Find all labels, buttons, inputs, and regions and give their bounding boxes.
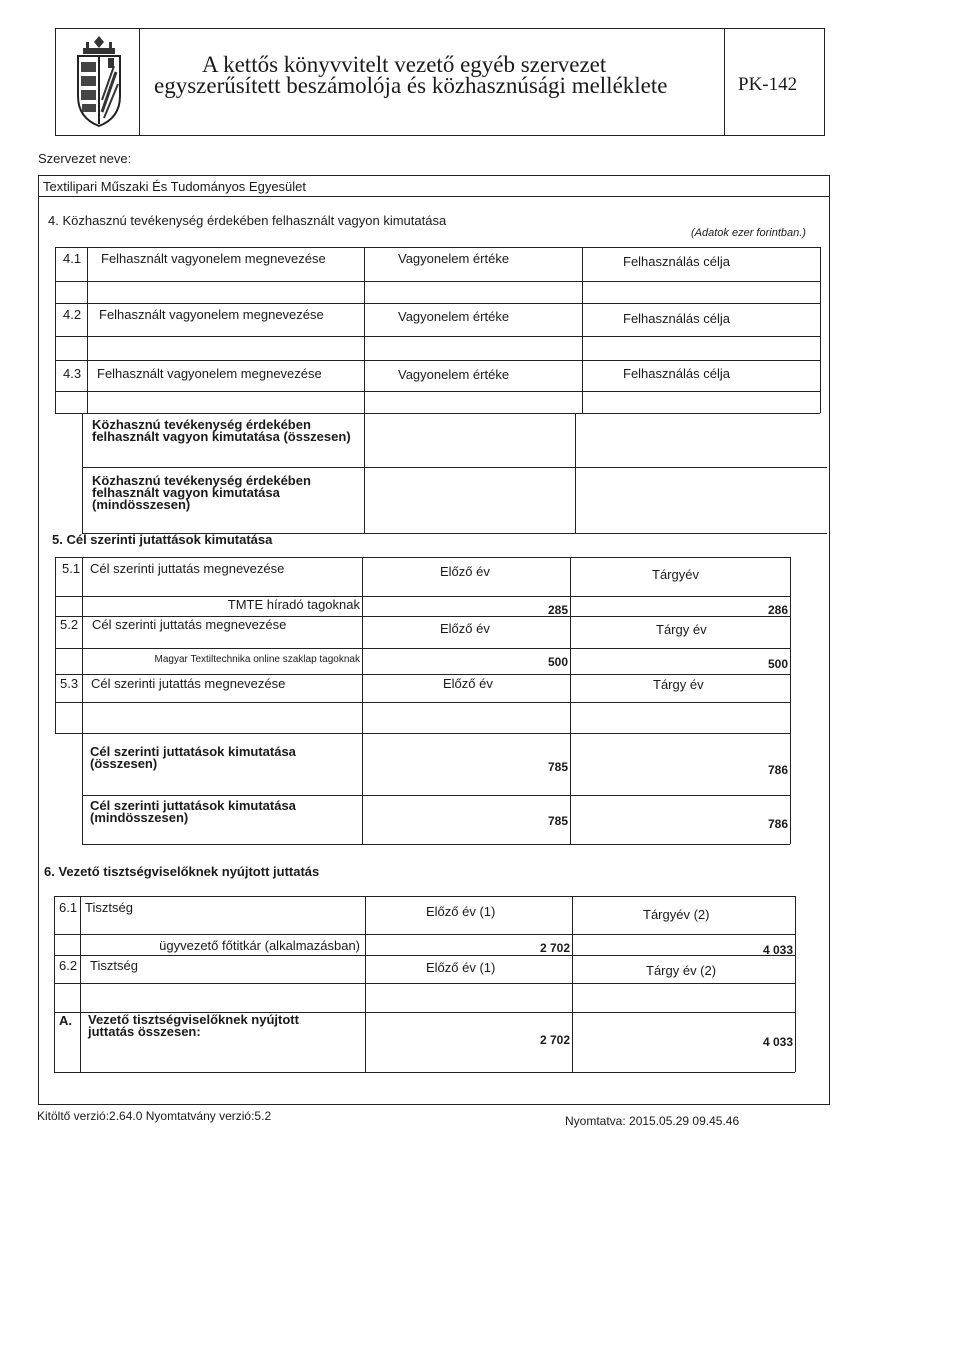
s6-col-prev: Előző év (1) — [426, 904, 496, 919]
s4-line — [55, 413, 820, 414]
s5-vline — [55, 557, 56, 733]
s4-grand-total-label: Közhasznú tevékenység érdekében felhasznált vagyon kimutatása (mindösszesen) — [92, 473, 311, 512]
s6-line — [54, 896, 795, 897]
header-divider-left — [139, 28, 140, 136]
section-6-title: 6. Vezető tisztségviselőknek nyújtott juttatás — [44, 864, 320, 879]
s6-position-curr: 4 033 — [762, 943, 793, 957]
s5-row-num: 5.3 — [60, 676, 79, 691]
s5-line — [55, 557, 790, 558]
s4-vline — [87, 247, 88, 413]
section-4-title: 4. Közhasznú tevékenység érdekében felhasznált vagyon kimutatása — [48, 213, 447, 228]
s4-col-purpose: Felhasználás célja — [623, 311, 730, 326]
form-title-line1: A kettős könyvvitelt vezető egyéb szervezet — [202, 52, 607, 77]
s5-total-prev: 785 — [547, 760, 568, 774]
s6-vline — [365, 896, 366, 1072]
s6-vline — [795, 896, 796, 1072]
s5-benefit-name: TMTE híradó tagoknak — [227, 597, 360, 612]
org-name-value: Textilipari Műszaki És Tudományos Egyesület — [43, 179, 307, 194]
footer-printed: Nyomtatva: 2015.05.29 09.45.46 — [565, 1114, 740, 1128]
s4-row-num: 4.2 — [63, 307, 82, 322]
s5-line — [55, 648, 790, 649]
s6-line — [54, 983, 795, 984]
unit-note: (Adatok ezer forintban.) — [691, 227, 806, 239]
s4-total-vline — [82, 413, 83, 533]
s5-line — [55, 733, 790, 734]
s5-benefit-name: Magyar Textiltechnika online szaklap tagoknak — [154, 654, 360, 665]
form-title-line2: egyszerűsített beszámolója és közhasznúsági melléklete — [154, 73, 668, 98]
s6-col-curr: Tárgyév (2) — [643, 907, 710, 922]
s5-row-num: 5.1 — [62, 561, 81, 576]
main-frame-right — [829, 197, 830, 1105]
s4-total-line — [82, 467, 827, 468]
s5-total-curr: 786 — [767, 763, 788, 777]
section-5-title: 5. Cél szerinti jutattások kimutatása — [52, 532, 273, 547]
s5-total-label: Cél szerinti juttatások kimutatása (összesen) — [90, 744, 296, 771]
s4-vline — [582, 247, 583, 413]
s4-col-name: Felhasznált vagyonelem megnevezése — [97, 366, 322, 381]
s4-col-value: Vagyonelem értéke — [398, 309, 510, 324]
s4-line — [55, 303, 820, 304]
s4-row-num: 4.3 — [63, 366, 82, 381]
s5-line — [55, 596, 790, 597]
s5-col-name: Cél szerinti jutattás megnevezése — [91, 676, 286, 691]
s6-col-prev: Előző év (1) — [426, 960, 496, 975]
s5-col-prev: Előző év — [440, 621, 490, 636]
s5-benefit-curr: 286 — [767, 603, 788, 617]
s5-vline — [790, 557, 791, 844]
s4-col-name: Felhasznált vagyonelem megnevezése — [99, 307, 324, 322]
s6-total-num: A. — [59, 1013, 72, 1028]
s5-line — [55, 674, 790, 675]
s6-col-position: Tisztség — [90, 958, 138, 973]
s6-row-num: 6.1 — [59, 900, 78, 915]
s6-line — [54, 1072, 795, 1073]
s4-col-name: Felhasznált vagyonelem megnevezése — [101, 251, 326, 266]
s5-col-curr: Tárgyév — [652, 567, 699, 582]
s6-line — [54, 955, 795, 956]
s4-total-label: Közhasznú tevékenység érdekében felhasznált vagyon kimutatása (összesen) — [92, 417, 351, 444]
s5-total-line — [82, 844, 790, 845]
s4-vline — [55, 247, 56, 413]
s6-row-num: 6.2 — [59, 958, 78, 973]
s4-line — [55, 281, 820, 282]
s5-grand-prev: 785 — [547, 814, 568, 828]
s5-col-curr: Tárgy év — [656, 622, 707, 637]
coat-of-arms-icon — [68, 32, 130, 130]
s5-line — [55, 702, 790, 703]
s5-total-line — [82, 795, 790, 796]
s4-vline — [364, 247, 365, 533]
s6-line — [54, 934, 795, 935]
org-name-label: Szervezet neve: — [38, 151, 132, 166]
s5-grand-total-label: Cél szerinti juttatások kimutatása (mindösszesen) — [90, 798, 296, 825]
s6-vline — [54, 896, 55, 1072]
s5-row-num: 5.2 — [60, 617, 79, 632]
s4-row-num: 4.1 — [63, 251, 82, 266]
s5-benefit-prev: 500 — [547, 655, 568, 669]
header-divider-right — [724, 28, 725, 136]
s6-col-position: Tisztség — [85, 900, 133, 915]
s5-col-prev: Előző év — [440, 564, 490, 579]
s5-col-name: Cél szerinti juttatás megnevezése — [90, 561, 285, 576]
s5-grand-curr: 786 — [767, 817, 788, 831]
s5-vline — [362, 557, 363, 844]
s6-col-curr: Tárgy év (2) — [646, 963, 717, 978]
main-frame-left — [38, 197, 39, 1105]
s6-position-name: ügyvezető főtitkár (alkalmazásban) — [159, 938, 360, 953]
s5-col-prev: Előző év — [443, 676, 493, 691]
s4-vline — [820, 247, 821, 413]
s4-total-vline — [575, 413, 576, 533]
s5-total-vline — [82, 733, 83, 844]
s4-line — [55, 247, 820, 248]
s5-col-curr: Tárgy év — [653, 677, 704, 692]
s4-col-value: Vagyonelem értéke — [398, 251, 510, 266]
s6-vline — [572, 896, 573, 1072]
s4-line — [55, 336, 820, 337]
s6-total-label: Vezető tisztségviselőknek nyújtott juttatás összesen: — [88, 1012, 299, 1039]
s6-vline — [80, 896, 81, 1072]
s6-total-curr: 4 033 — [762, 1035, 793, 1049]
s6-total-prev: 2 702 — [539, 1033, 570, 1047]
footer-version: Kitöltő verzió:2.64.0 Nyomtatvány verzió:5.2 — [37, 1109, 272, 1123]
s5-benefit-prev: 285 — [547, 603, 568, 617]
s4-line — [55, 391, 820, 392]
s4-col-purpose: Felhasználás célja — [623, 366, 730, 381]
s5-col-name: Cél szerinti juttatás megnevezése — [92, 617, 287, 632]
form-code: PK-142 — [738, 74, 798, 95]
s4-col-purpose: Felhasználás célja — [623, 254, 730, 269]
s5-vline — [570, 557, 571, 844]
s5-benefit-curr: 500 — [767, 657, 788, 671]
main-frame-bottom — [38, 1104, 830, 1105]
s6-position-prev: 2 702 — [539, 941, 570, 955]
s4-col-value: Vagyonelem értéke — [398, 367, 510, 382]
s5-vline — [82, 557, 83, 733]
s4-line — [55, 360, 820, 361]
